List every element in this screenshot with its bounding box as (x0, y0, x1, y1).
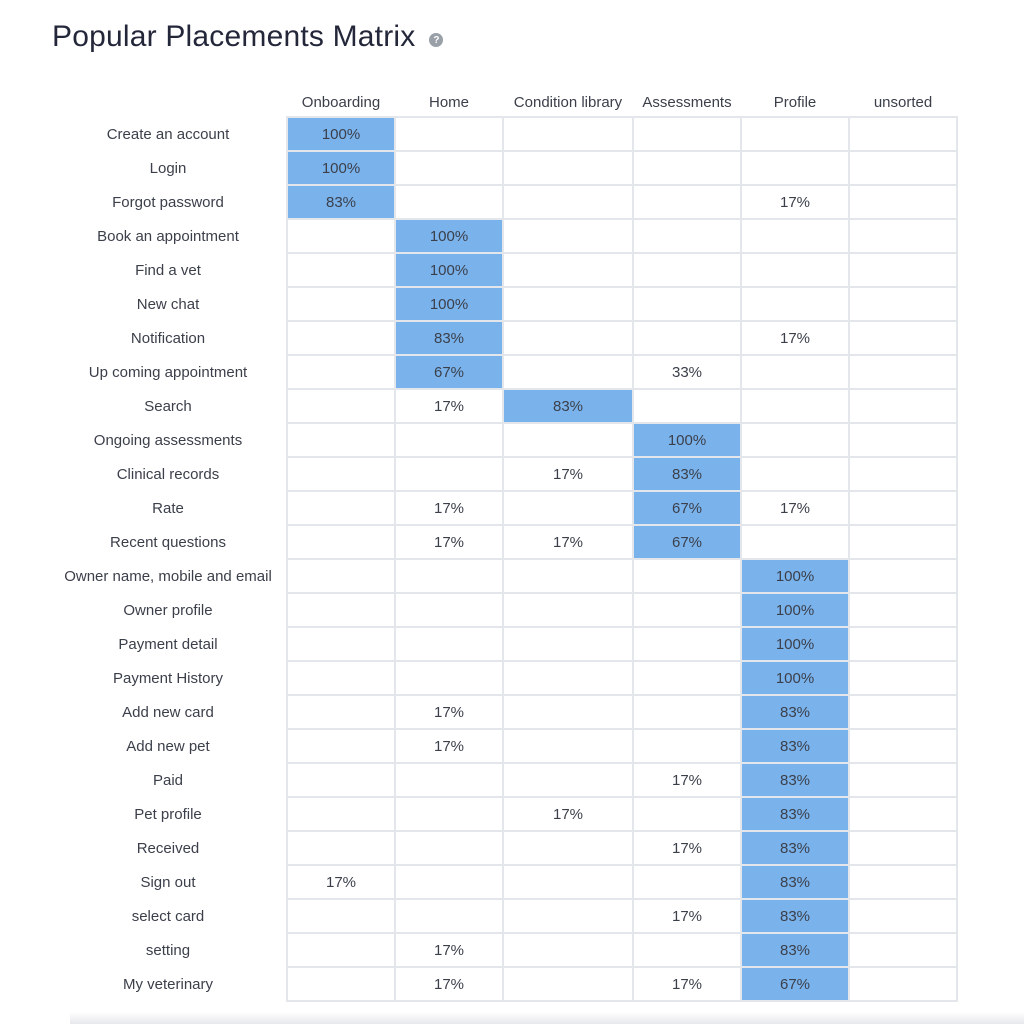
row-label: setting (145, 941, 191, 959)
matrix-cell: 100% (395, 287, 503, 321)
matrix-cell (633, 559, 741, 593)
matrix-cell (633, 219, 741, 253)
matrix-cell (503, 287, 633, 321)
matrix-cell (849, 389, 957, 423)
matrix-cell: 83% (741, 729, 849, 763)
matrix-cell (849, 151, 957, 185)
column-header: Assessments (642, 93, 732, 111)
matrix-cell (741, 389, 849, 423)
matrix-cell (395, 151, 503, 185)
matrix-cell (287, 355, 395, 389)
matrix-cell: 100% (633, 423, 741, 457)
matrix-cell: 83% (741, 763, 849, 797)
table-row (50, 593, 957, 627)
matrix-cell (395, 457, 503, 491)
column-header: Home (428, 93, 469, 111)
matrix-cell (633, 185, 741, 219)
matrix-cell (849, 899, 957, 933)
matrix-cell: 83% (741, 865, 849, 899)
matrix-cell (287, 695, 395, 729)
table-row (50, 559, 957, 593)
row-label: Book an appointment (97, 227, 239, 245)
matrix-cell (849, 287, 957, 321)
matrix-cell (633, 117, 741, 151)
matrix-cell (287, 219, 395, 253)
matrix-cell: 83% (633, 457, 741, 491)
matrix-cell (741, 525, 849, 559)
table-row (50, 457, 957, 491)
matrix-cell (849, 933, 957, 967)
matrix-cell (287, 763, 395, 797)
matrix-cell (849, 695, 957, 729)
page-title: Popular Placements Matrix (52, 20, 416, 53)
matrix-cell: 17% (503, 457, 633, 491)
matrix-cell (741, 287, 849, 321)
matrix-cell (395, 559, 503, 593)
matrix-cell (741, 457, 849, 491)
matrix-cell (633, 865, 741, 899)
matrix-cell (287, 423, 395, 457)
matrix-cell: 100% (741, 559, 849, 593)
matrix-cell (849, 593, 957, 627)
matrix-cell (503, 763, 633, 797)
matrix-cell (503, 253, 633, 287)
matrix-cell: 17% (741, 491, 849, 525)
matrix-cell (633, 695, 741, 729)
table-row (50, 627, 957, 661)
row-label: Add new pet (126, 737, 210, 755)
matrix-cell: 17% (503, 797, 633, 831)
matrix-cell: 100% (741, 593, 849, 627)
matrix-cell (395, 423, 503, 457)
matrix-cell (633, 797, 741, 831)
table-row (50, 899, 957, 933)
matrix-cell (741, 117, 849, 151)
matrix-cell: 83% (741, 933, 849, 967)
matrix-cell (503, 219, 633, 253)
matrix-cell (503, 355, 633, 389)
matrix-cell (503, 967, 633, 1001)
matrix-cell (849, 831, 957, 865)
matrix-cell: 17% (633, 763, 741, 797)
matrix-cell (287, 253, 395, 287)
matrix-cell: 17% (395, 389, 503, 423)
matrix-cell (849, 117, 957, 151)
matrix-cell (849, 491, 957, 525)
matrix-cell: 83% (395, 321, 503, 355)
matrix-cell (849, 967, 957, 1001)
matrix-cell: 83% (741, 831, 849, 865)
matrix-cell (287, 729, 395, 763)
matrix-cell (287, 933, 395, 967)
matrix-cell: 17% (395, 933, 503, 967)
table-row (50, 797, 957, 831)
matrix-cell: 100% (287, 151, 395, 185)
matrix-cell (849, 355, 957, 389)
matrix-cell (395, 831, 503, 865)
matrix-cell (849, 219, 957, 253)
matrix-cell (503, 899, 633, 933)
row-label: Owner name, mobile and email (64, 567, 272, 585)
row-label: New chat (136, 295, 200, 313)
question-circle-icon[interactable]: ? (429, 33, 443, 47)
matrix-cell (849, 729, 957, 763)
matrix-cell (849, 865, 957, 899)
row-label: Clinical records (116, 465, 220, 483)
table-row (50, 219, 957, 253)
table-row (50, 117, 957, 151)
matrix-cell (741, 219, 849, 253)
row-label: Login (149, 159, 187, 177)
matrix-cell (503, 865, 633, 899)
table-row (50, 491, 957, 525)
matrix-cell (287, 525, 395, 559)
matrix-cell (395, 865, 503, 899)
row-label: Add new card (122, 703, 214, 721)
matrix-cell: 100% (741, 661, 849, 695)
matrix-cell (287, 797, 395, 831)
matrix-cell (503, 321, 633, 355)
matrix-cell: 17% (503, 525, 633, 559)
matrix-cell (287, 831, 395, 865)
matrix-cell (395, 117, 503, 151)
corner-header (50, 88, 287, 117)
matrix-cell (633, 287, 741, 321)
matrix-cell (633, 389, 741, 423)
bottom-edge (70, 1012, 1024, 1024)
row-label: Find a vet (135, 261, 201, 279)
matrix-cell: 17% (395, 491, 503, 525)
matrix-cell (849, 457, 957, 491)
table-row (50, 287, 957, 321)
matrix-cell (395, 627, 503, 661)
column-header: Profile (773, 93, 817, 111)
row-label: Pet profile (134, 805, 202, 823)
matrix-cell (633, 151, 741, 185)
row-label: Payment History (112, 669, 224, 687)
matrix-cell (503, 661, 633, 695)
matrix-cell: 33% (633, 355, 741, 389)
matrix-cell (395, 797, 503, 831)
row-label: Received (136, 839, 200, 857)
matrix-cell: 83% (741, 797, 849, 831)
matrix-cell (395, 763, 503, 797)
matrix-cell (633, 593, 741, 627)
matrix-cell: 17% (633, 899, 741, 933)
matrix-cell (633, 321, 741, 355)
row-label: Paid (152, 771, 184, 789)
row-label: Owner profile (123, 601, 213, 619)
matrix-cell (395, 661, 503, 695)
row-label: Sign out (140, 873, 196, 891)
table-row (50, 933, 957, 967)
matrix-cell (741, 253, 849, 287)
matrix-cell (503, 151, 633, 185)
matrix-cell (503, 491, 633, 525)
column-header: Condition library (513, 93, 623, 111)
matrix-cell: 17% (741, 321, 849, 355)
column-header: Onboarding (301, 93, 381, 111)
matrix-cell: 100% (395, 219, 503, 253)
matrix-cell: 83% (741, 695, 849, 729)
table-row (50, 151, 957, 185)
matrix-cell: 17% (287, 865, 395, 899)
matrix-cell (287, 287, 395, 321)
matrix-cell (395, 185, 503, 219)
row-label: Notification (130, 329, 206, 347)
matrix-cell: 67% (741, 967, 849, 1001)
matrix-cell: 17% (395, 967, 503, 1001)
matrix-cell (849, 185, 957, 219)
matrix-cell (849, 321, 957, 355)
matrix-table (50, 88, 958, 1002)
row-label: My veterinary (122, 975, 214, 993)
table-row (50, 729, 957, 763)
matrix-cell: 17% (633, 831, 741, 865)
matrix-cell (503, 729, 633, 763)
matrix-cell (503, 559, 633, 593)
table-row (50, 321, 957, 355)
matrix-cell (849, 763, 957, 797)
table-row (50, 763, 957, 797)
column-header: unsorted (873, 93, 933, 111)
row-label: Rate (152, 499, 184, 517)
matrix-cell (287, 593, 395, 627)
row-label: Ongoing assessments (93, 431, 243, 449)
table-row (50, 967, 957, 1001)
matrix-cell (503, 627, 633, 661)
column-header-row (50, 88, 957, 117)
matrix-cell (849, 661, 957, 695)
matrix-cell (633, 661, 741, 695)
matrix-cell (287, 389, 395, 423)
matrix-cell: 83% (503, 389, 633, 423)
matrix-cell: 17% (741, 185, 849, 219)
matrix-cell: 17% (395, 729, 503, 763)
matrix-cell: 17% (633, 967, 741, 1001)
table-row (50, 355, 957, 389)
matrix-cell: 17% (395, 525, 503, 559)
matrix-cell (849, 627, 957, 661)
matrix-cell: 67% (633, 525, 741, 559)
matrix-cell (741, 423, 849, 457)
table-row (50, 865, 957, 899)
table-row (50, 695, 957, 729)
matrix-cell (741, 151, 849, 185)
matrix-cell (287, 321, 395, 355)
row-label: Search (144, 397, 192, 415)
table-row (50, 423, 957, 457)
row-label: Create an account (106, 125, 230, 143)
row-label: Forgot password (112, 193, 224, 211)
matrix-cell: 67% (395, 355, 503, 389)
matrix-cell (503, 695, 633, 729)
matrix-cell: 100% (741, 627, 849, 661)
matrix-cell (633, 253, 741, 287)
table-row (50, 389, 957, 423)
matrix-cell (287, 661, 395, 695)
table-row (50, 831, 957, 865)
table-row (50, 661, 957, 695)
matrix-cell (287, 899, 395, 933)
matrix-cell (503, 185, 633, 219)
matrix-cell (503, 831, 633, 865)
matrix-cell (503, 117, 633, 151)
matrix-cell: 100% (287, 117, 395, 151)
table-row (50, 253, 957, 287)
matrix-cell (741, 355, 849, 389)
matrix-cell (633, 729, 741, 763)
matrix-cell (849, 559, 957, 593)
row-label: Up coming appointment (88, 363, 248, 381)
matrix-cell: 67% (633, 491, 741, 525)
row-label: select card (131, 907, 205, 925)
table-row (50, 185, 957, 219)
matrix-cell: 100% (395, 253, 503, 287)
matrix-cell: 83% (741, 899, 849, 933)
matrix-cell (287, 627, 395, 661)
matrix-cell (503, 423, 633, 457)
matrix-cell (849, 797, 957, 831)
matrix-cell (849, 525, 957, 559)
matrix-cell (633, 933, 741, 967)
matrix-cell (287, 967, 395, 1001)
row-label: Payment detail (118, 635, 218, 653)
matrix-cell (287, 491, 395, 525)
matrix-cell (633, 627, 741, 661)
title-bar (52, 20, 443, 54)
matrix-cell (287, 559, 395, 593)
matrix-cell (395, 899, 503, 933)
matrix-cell (395, 593, 503, 627)
matrix-cell: 83% (287, 185, 395, 219)
placements-matrix (50, 88, 958, 1002)
matrix-cell (849, 423, 957, 457)
row-label: Recent questions (110, 533, 226, 551)
matrix-cell (287, 457, 395, 491)
table-row (50, 525, 957, 559)
matrix-cell (503, 593, 633, 627)
matrix-cell: 17% (395, 695, 503, 729)
matrix-cell (849, 253, 957, 287)
matrix-cell (503, 933, 633, 967)
